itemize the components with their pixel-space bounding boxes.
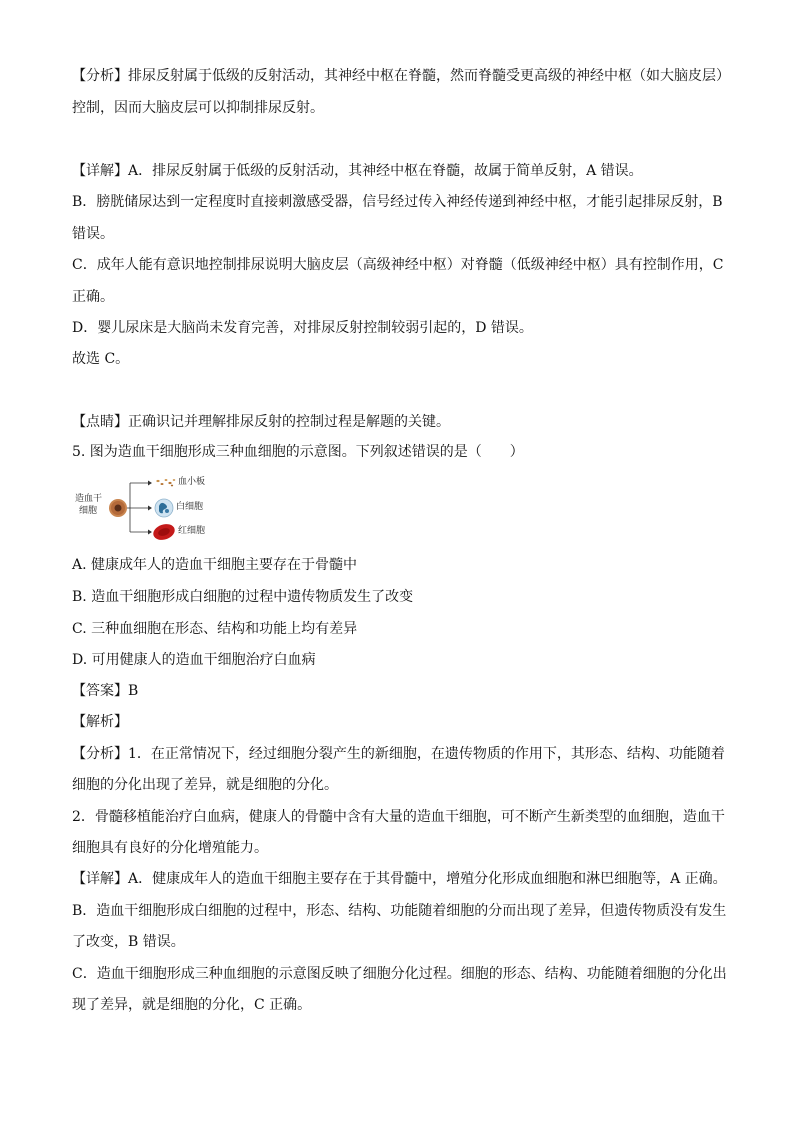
diagram-svg — [72, 470, 232, 546]
choice-line: 故选 C。 — [72, 351, 130, 367]
stem-cell-label: 造血干 — [75, 494, 103, 504]
stem-cell-label-2: 细胞 — [79, 506, 98, 516]
platelet-label: 血小板 — [178, 477, 206, 487]
stem-cell-icon — [109, 499, 127, 517]
q5-analysis-1: 【分析】1．在正常情况下，经过细胞分裂产生的新细胞，在遗传物质的作用下，其形态、结构、功能随着 — [72, 746, 725, 762]
platelet-icon — [156, 479, 175, 486]
q5-analysis-1-cont: 细胞的分化出现了差异，就是细胞的分化。 — [72, 777, 338, 793]
arrow-head-wbc — [148, 506, 152, 511]
q5-analysis-2-cont: 细胞具有良好的分化增殖能力。 — [72, 840, 268, 856]
analysis-line-cont: 控制，因而大脑皮层可以抑制排尿反射。 — [72, 100, 324, 116]
detail-c-line: C．成年人能有意识地控制排尿说明大脑皮层（高级神经中枢）对脊髓（低级神经中枢）具有控制作用，C — [72, 257, 724, 273]
detail-b-line-cont: 错误。 — [72, 226, 114, 242]
red-blood-cell-label: 红细胞 — [178, 526, 206, 536]
white-blood-cell-icon — [155, 499, 173, 517]
detail-c-line-cont: 正确。 — [72, 289, 114, 305]
option-d: D. 可用健康人的造血干细胞治疗白血病 — [72, 652, 316, 668]
answer-line: 【答案】B — [72, 683, 139, 699]
detail-a-line: 【详解】A．排尿反射属于低级的反射活动，其神经中枢在脊髓，故属于简单反射，A 错误。 — [72, 163, 643, 179]
option-a: A. 健康成年人的造血干细胞主要存在于骨髓中 — [72, 557, 358, 573]
key-point-line: 【点睛】正确识记并理解排尿反射的控制过程是解题的关键。 — [72, 414, 450, 430]
blood-cell-diagram — [72, 470, 232, 546]
detail-b-line: B．膀胱储尿达到一定程度时直接刺激感受器，信号经过传入神经传递到神经中枢，才能引起排尿反射，B — [72, 194, 723, 210]
question-5-stem: 5. 图为造血干细胞形成三种血细胞的示意图。下列叙述错误的是（ ） — [72, 444, 524, 460]
q5-detail-b: B．造血干细胞形成白细胞的过程中，形态、结构、功能随着细胞的分而出现了差异，但遗传物质没有发生 — [72, 903, 727, 919]
detail-d-line: D．婴儿尿床是大脑尚未发育完善，对排尿反射控制较弱引起的，D 错误。 — [72, 320, 533, 336]
q5-detail-c: C．造血干细胞形成三种血细胞的示意图反映了细胞分化过程。细胞的形态、结构、功能随着细胞的分化出 — [72, 966, 727, 982]
arrow-head-rbc — [148, 530, 152, 535]
q5-detail-b-cont: 了改变，B 错误。 — [72, 934, 185, 950]
white-blood-cell-label: 白细胞 — [176, 502, 204, 512]
arrow-head-platelet — [148, 481, 152, 486]
option-b: B. 造血干细胞形成白细胞的过程中遗传物质发生了改变 — [72, 589, 414, 605]
q5-detail-a: 【详解】A．健康成年人的造血干细胞主要存在于其骨髓中，增殖分化形成血细胞和淋巴细胞等，A 正确。 — [72, 871, 727, 887]
red-blood-cell-icon — [151, 521, 177, 542]
q5-analysis-2: 2．骨髓移植能治疗白血病，健康人的骨髓中含有大量的造血干细胞，可不断产生新类型的血细胞，造血干 — [72, 809, 725, 825]
explanation-heading: 【解析】 — [72, 714, 128, 730]
option-c: C. 三种血细胞在形态、结构和功能上均有差异 — [72, 621, 358, 637]
analysis-line: 【分析】排尿反射属于低级的反射活动，其神经中枢在脊髓，然而脊髓受更高级的神经中枢（如大脑皮层） — [72, 68, 730, 84]
q5-detail-c-cont: 现了差异，就是细胞的分化，C 正确。 — [72, 997, 312, 1013]
